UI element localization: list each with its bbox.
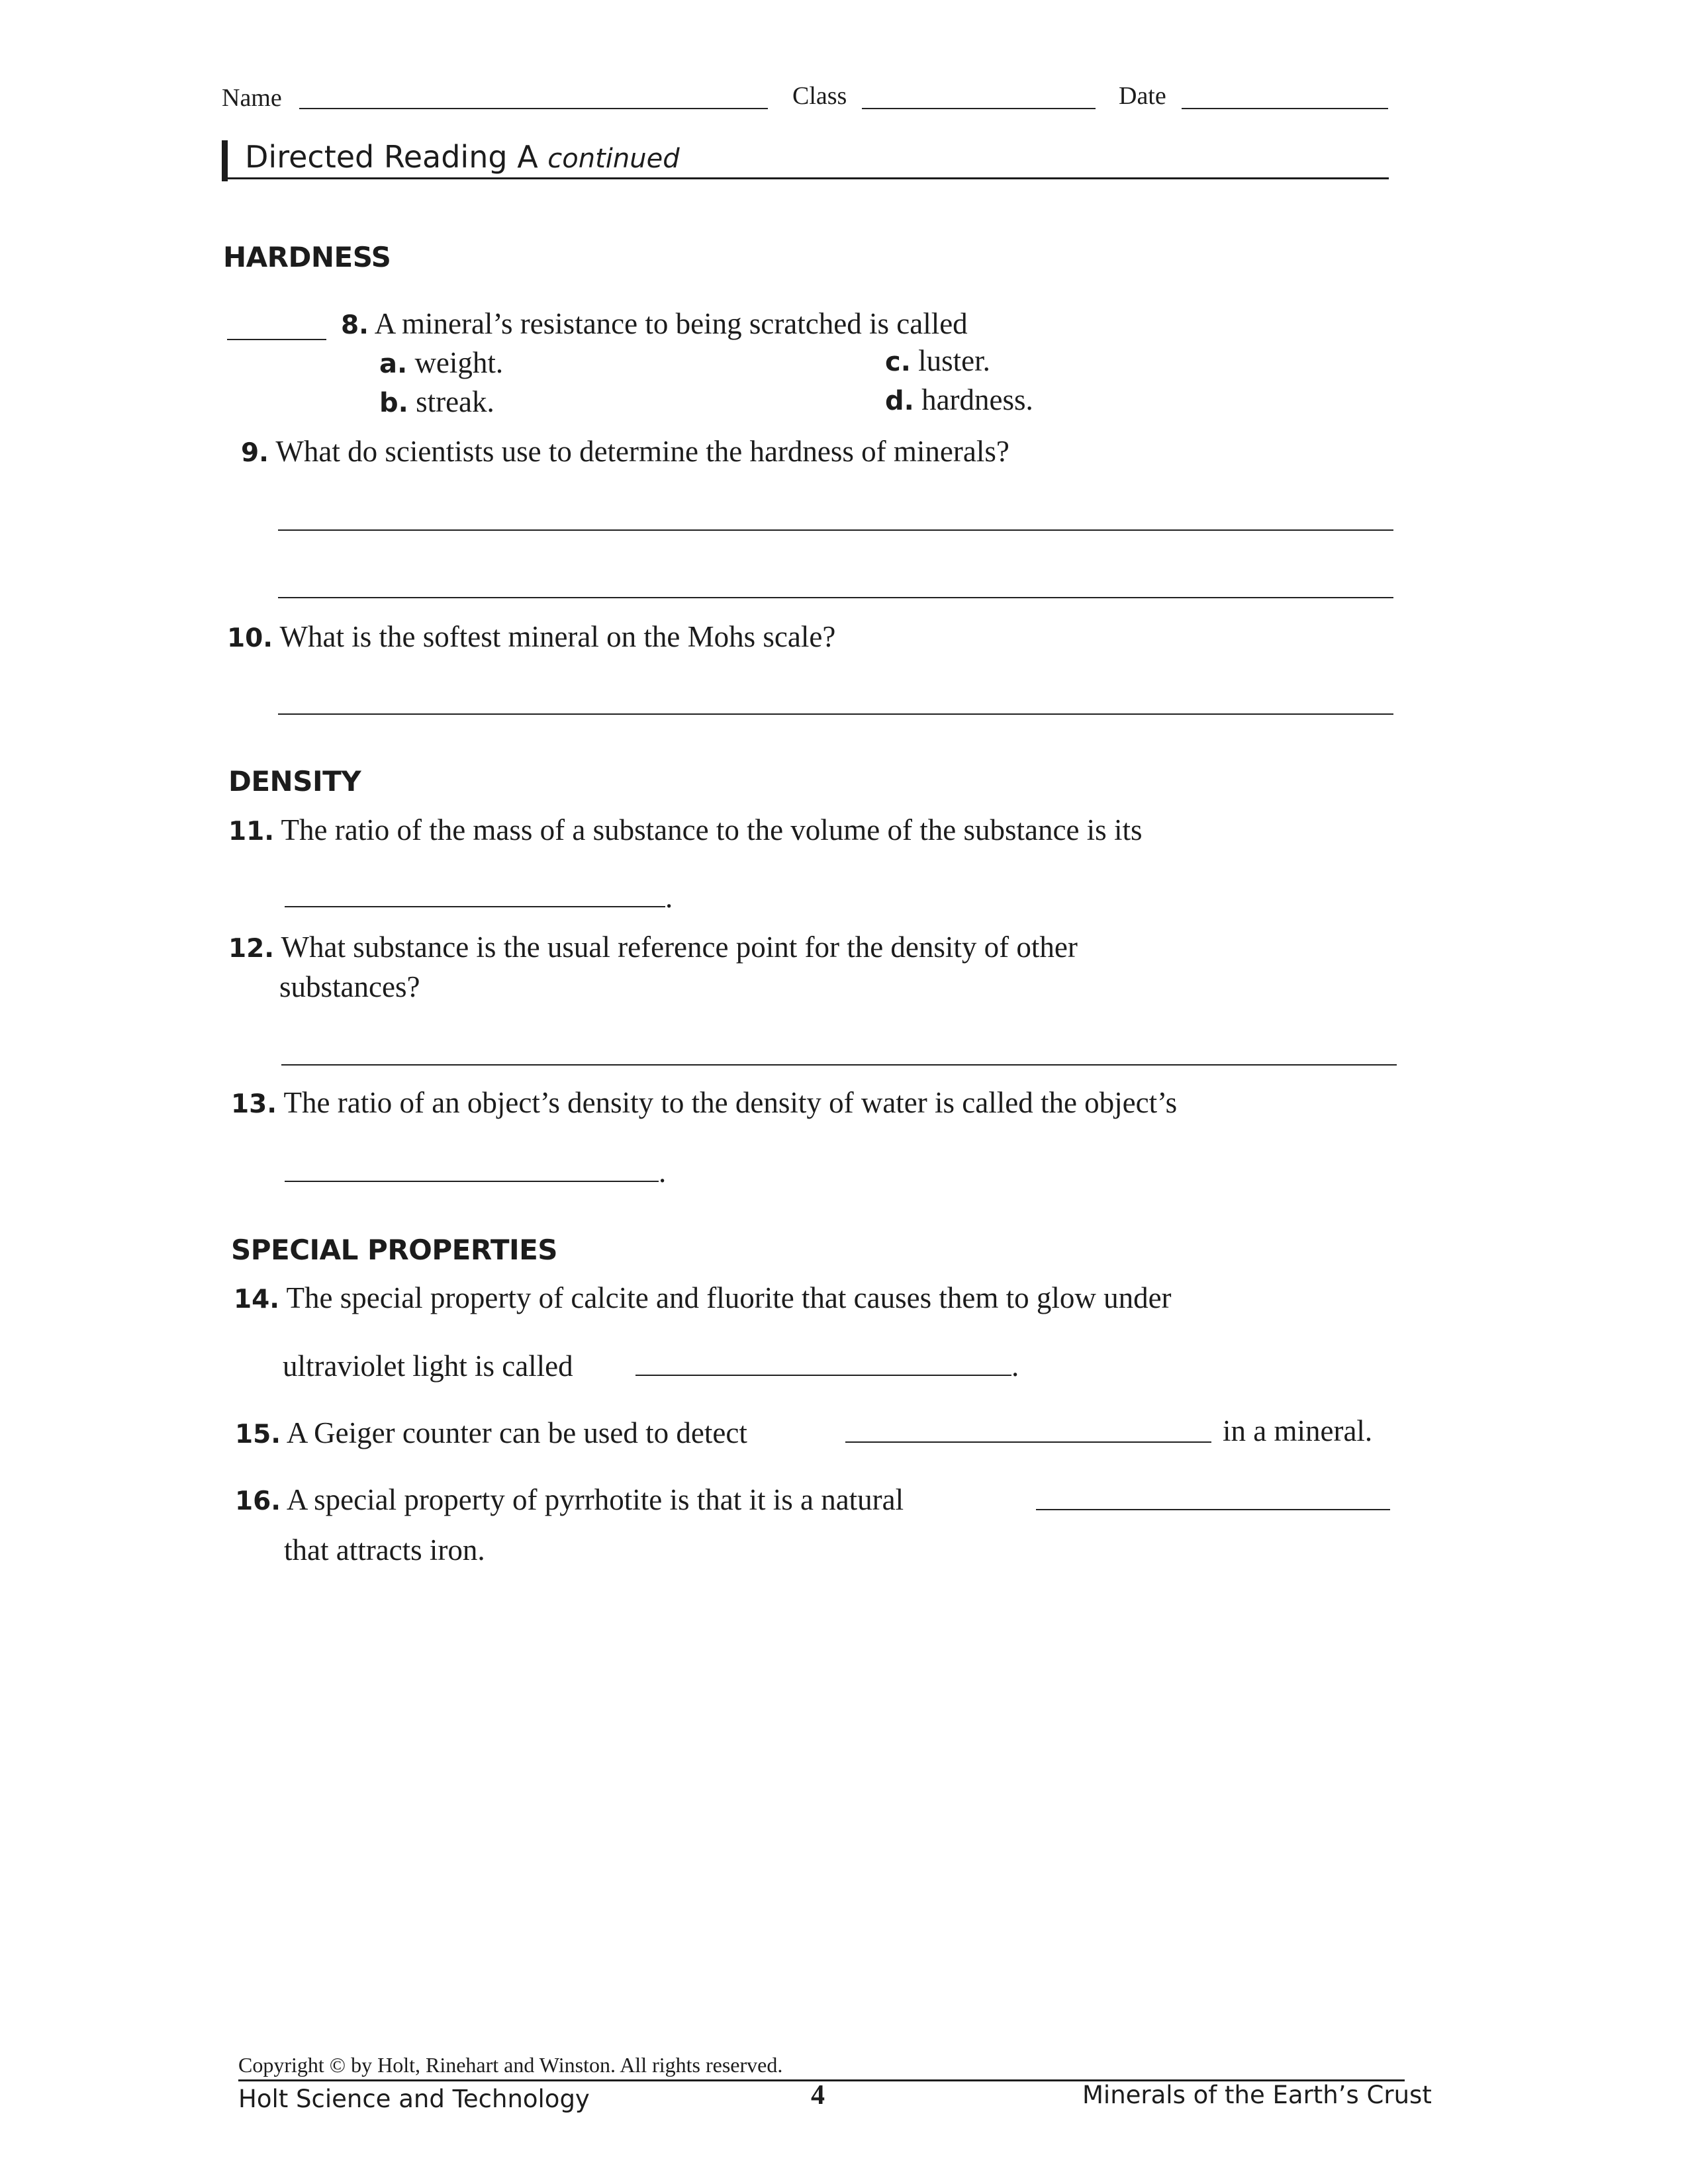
q12-text-line1: What substance is the usual reference point for the density of other (281, 931, 1078, 964)
name-field[interactable] (299, 108, 768, 109)
q8-number: 8. (341, 310, 369, 340)
footer-copyright: Copyright © by Holt, Rinehart and Winston. All rights reserved. (238, 2053, 783, 2077)
q8-text: A mineral’s resistance to being scratched is called (374, 307, 968, 340)
section-heading-hardness: HARDNESS (223, 241, 391, 273)
title-accent-bar (222, 140, 228, 181)
question-10 (227, 617, 835, 658)
date-field[interactable] (1182, 108, 1388, 109)
q8-option-c-letter: c. (885, 347, 911, 377)
footer-page-number: 4 (811, 2080, 825, 2111)
q8-option-b-text: streak. (416, 385, 494, 418)
q15-text-after: in a mineral. (1223, 1414, 1373, 1447)
q16-text-line1: A special property of pyrrhotite is that it is a natural (286, 1483, 904, 1516)
q11-answer-blank[interactable] (285, 906, 665, 907)
question-16 (235, 1480, 904, 1521)
q13-answer-blank[interactable] (285, 1181, 659, 1182)
q8-option-b-letter: b. (379, 388, 408, 418)
q15-text-before: A Geiger counter can be used to detect (286, 1416, 747, 1449)
q13-text: The ratio of an object’s density to the density of water is called the object’s (283, 1086, 1178, 1119)
question-9 (241, 432, 1009, 473)
section-heading-density: DENSITY (228, 765, 361, 797)
q8-option-c-text: luster. (918, 344, 990, 377)
section-heading-special-properties: SPECIAL PROPERTIES (231, 1234, 558, 1266)
q12-text-line2: substances? (279, 970, 420, 1003)
question-12 (228, 928, 1078, 968)
date-label: Date (1119, 82, 1166, 110)
title-rule (222, 177, 1389, 179)
footer-chapter: Minerals of the Earth’s Crust (1082, 2081, 1432, 2109)
question-8 (341, 304, 968, 345)
q8-option-c (885, 341, 990, 381)
question-11 (228, 811, 1142, 851)
q10-number: 10. (227, 623, 273, 653)
q8-option-d-text: hardness. (921, 383, 1033, 416)
q14-text-line2: ultraviolet light is called (283, 1349, 573, 1383)
q14-number: 14. (234, 1285, 280, 1314)
question-14 (234, 1279, 1172, 1319)
page-title-suffix: continued (547, 144, 680, 174)
class-label: Class (792, 82, 847, 110)
q16-number: 16. (235, 1486, 281, 1516)
page-title-main: Directed Reading A (245, 139, 538, 175)
q11-period: . (665, 881, 673, 914)
question-13 (231, 1083, 1177, 1124)
q16-answer-blank[interactable] (1036, 1509, 1390, 1510)
q12-number: 12. (228, 934, 275, 964)
class-field[interactable] (862, 108, 1096, 109)
q15-answer-blank[interactable] (845, 1441, 1211, 1443)
q14-period: . (1011, 1349, 1019, 1383)
q8-option-d-letter: d. (885, 386, 914, 416)
q10-text: What is the softest mineral on the Mohs scale? (279, 620, 836, 653)
q8-option-d (885, 381, 1033, 420)
q9-text: What do scientists use to determine the hardness of minerals? (275, 435, 1009, 468)
q14-text-line1: The special property of calcite and fluorite that causes them to glow under (286, 1281, 1172, 1314)
q10-answer-line[interactable] (278, 713, 1393, 715)
q14-answer-blank[interactable] (635, 1375, 1011, 1376)
q8-option-a-text: weight. (414, 346, 504, 379)
q11-text: The ratio of the mass of a substance to the volume of the substance is its (281, 813, 1143, 846)
q16-text-line2: that attracts iron. (284, 1533, 485, 1567)
q13-number: 13. (231, 1089, 277, 1119)
q13-period: . (659, 1156, 667, 1189)
footer-publisher: Holt Science and Technology (238, 2085, 590, 2113)
name-label: Name (222, 84, 282, 112)
q15-number: 15. (235, 1420, 281, 1449)
q11-number: 11. (228, 817, 275, 846)
q8-option-b (379, 383, 494, 422)
q8-option-a-letter: a. (379, 349, 408, 379)
q12-answer-line[interactable] (281, 1064, 1397, 1066)
q9-number: 9. (241, 438, 269, 468)
page-title (245, 139, 680, 175)
q9-answer-line-1[interactable] (278, 529, 1393, 531)
q8-option-a (379, 343, 503, 383)
q9-answer-line-2[interactable] (278, 597, 1393, 598)
q8-answer-blank[interactable] (227, 339, 326, 340)
question-15 (235, 1414, 747, 1454)
